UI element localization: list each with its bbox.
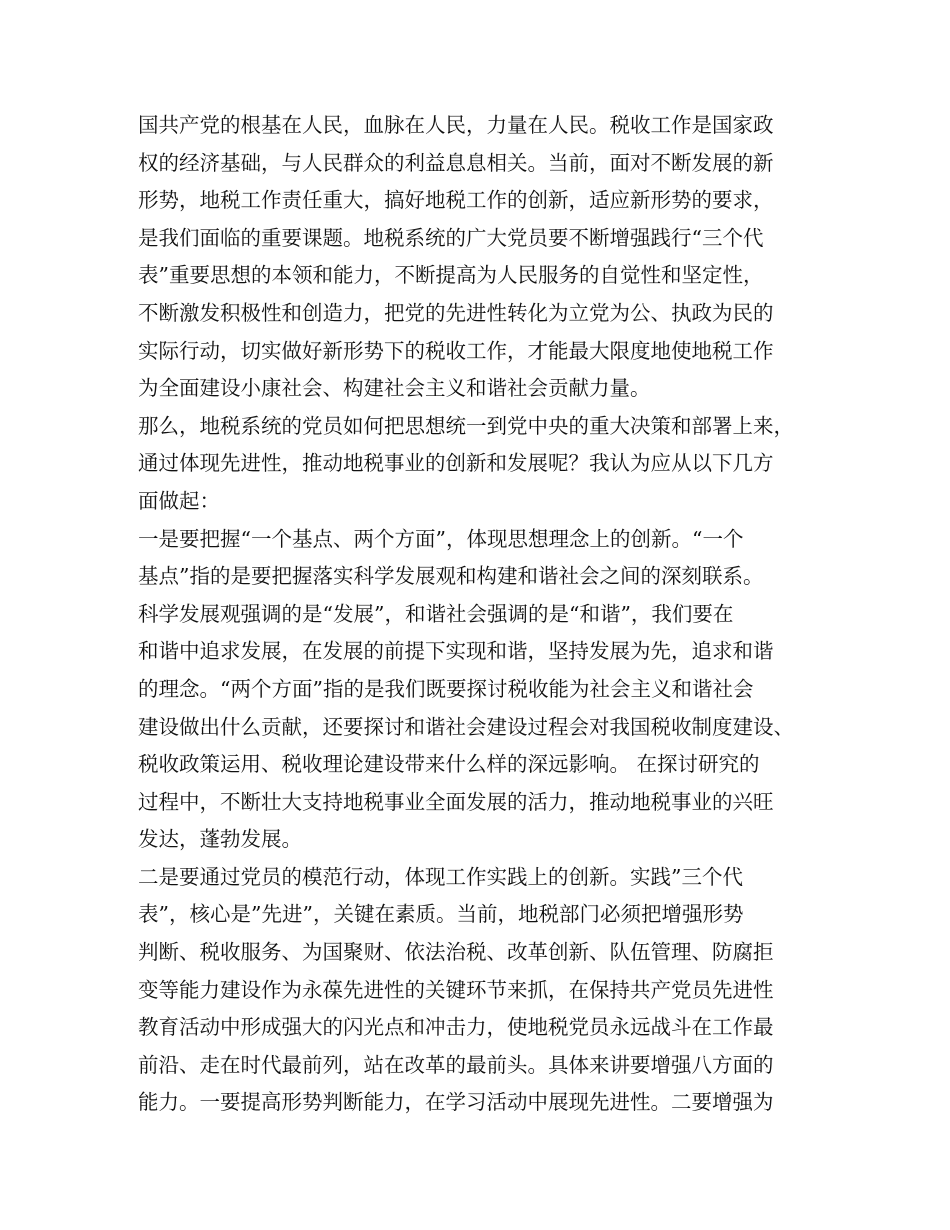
text-line: 过程中，不断壮大支持地税事业全面发展的活力，推动地税事业的兴旺 xyxy=(138,789,774,814)
text-line: 不断激发积极性和创造力，把党的先进性转化为立党为公、执政为民的 xyxy=(138,300,774,325)
text-line: 能力。一要提高形势判断能力，在学习活动中展现先进性。二要增强为 xyxy=(138,1090,774,1115)
text-line: 的理念。“两个方面”指的是我们既要探讨税收能为社会主义和谐社会 xyxy=(138,676,754,701)
text-line: 那么，地税系统的党员如何把思想统一到党中央的重大决策和部署上来， xyxy=(138,413,794,438)
text-line: 表”，核心是”先进”，关键在素质。当前，地税部门必须把增强形势 xyxy=(138,902,744,927)
text-line: 建设做出什么贡献，还要探讨和谐社会建设过程会对我国税收制度建设、 xyxy=(138,714,794,739)
text-line: 基点”指的是要把握落实科学发展观和构建和谐社会之间的深刻联系。 xyxy=(138,564,764,589)
text-line: 一是要把握“一个基点、两个方面”，体现思想理念上的创新。“一个 xyxy=(138,526,744,551)
text-line: 和谐中追求发展，在发展的前提下实现和谐，坚持发展为先，追求和谐 xyxy=(138,639,774,664)
text-line: 税收政策运用、税收理论建设带来什么样的深远影响。 在探讨研究的 xyxy=(138,752,760,777)
text-line: 是我们面临的重要课题。地税系统的广大党员要不断增强践行“三个代 xyxy=(138,225,764,250)
text-line: 通过体现先进性，推动地税事业的创新和发展呢？我认为应从以下几方 xyxy=(138,451,774,476)
text-line: 表”重要思想的本领和能力，不断提高为人民服务的自觉性和坚定性， xyxy=(138,263,764,288)
text-line: 实际行动，切实做好新形势下的税收工作，才能最大限度地使地税工作 xyxy=(138,338,774,363)
text-line: 形势，地税工作责任重大，搞好地税工作的创新，适应新形势的要求， xyxy=(138,188,774,213)
document-body xyxy=(138,107,828,1122)
text-line: 发达，蓬勃发展。 xyxy=(138,827,302,852)
text-line: 教育活动中形成强大的闪光点和冲击力，使地税党员永远战斗在工作最 xyxy=(138,1015,774,1040)
text-line: 为全面建设小康社会、构建社会主义和谐社会贡献力量。 xyxy=(138,376,651,401)
text-line: 判断、税收服务、为国聚财、依法治税、改革创新、队伍管理、防腐拒 xyxy=(138,940,774,965)
text-line: 变等能力建设作为永葆先进性的关键环节来抓，在保持共产党员先进性 xyxy=(138,977,774,1002)
text-line: 国共产党的根基在人民，血脉在人民，力量在人民。税收工作是国家政 xyxy=(138,113,774,137)
text-line: 科学发展观强调的是“发展”，和谐社会强调的是“和谐”，我们要在 xyxy=(138,601,734,626)
text-line: 面做起： xyxy=(138,488,220,513)
text-line: 权的经济基础，与人民群众的利益息息相关。当前，面对不断发展的新 xyxy=(138,150,774,175)
text-line: 二是要通过党员的模范行动，体现工作实践上的创新。实践”三个代 xyxy=(138,864,743,889)
text-line: 前沿、走在时代最前列，站在改革的最前头。具体来讲要增强八方面的 xyxy=(138,1052,774,1077)
